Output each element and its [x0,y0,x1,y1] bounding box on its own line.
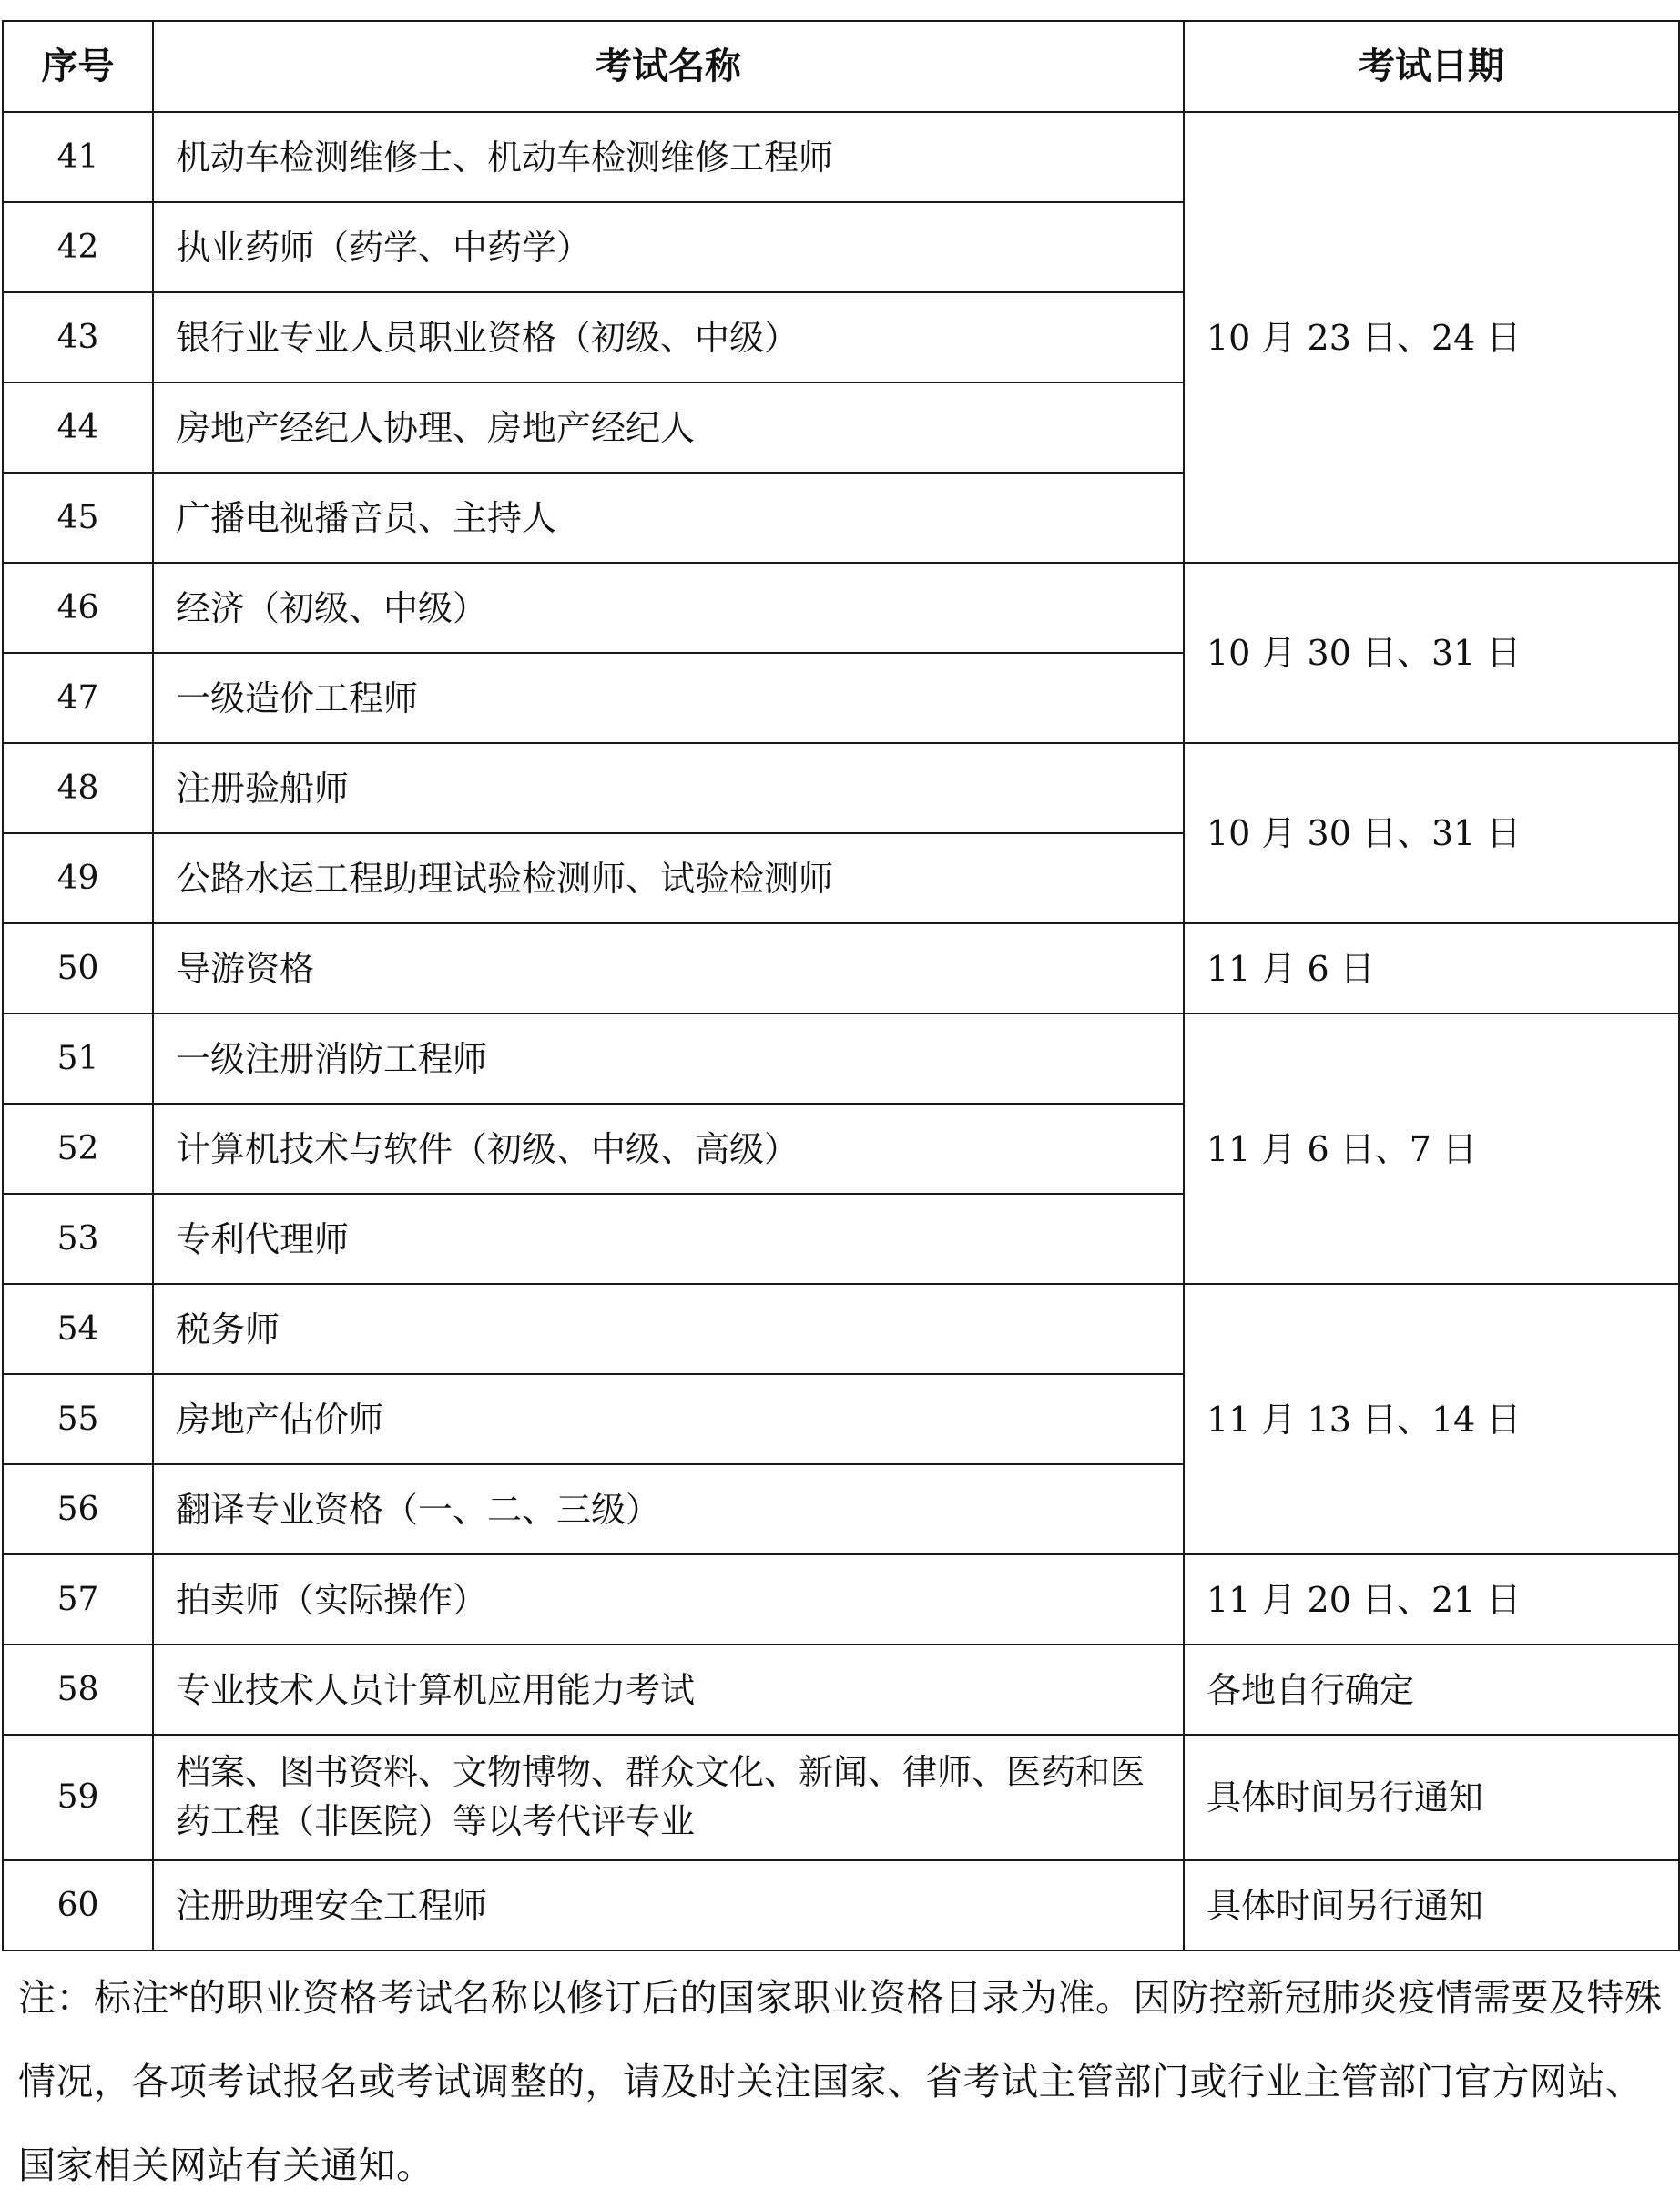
cell-serial-number: 56 [3,1464,153,1554]
cell-exam-name: 经济（初级、中级） [153,563,1184,653]
cell-exam-name: 公路水运工程助理试验检测师、试验检测师 [153,833,1184,923]
table-row [3,112,1679,202]
table-body [3,112,1679,1950]
cell-exam-name: 注册验船师 [153,743,1184,833]
cell-serial-number: 45 [3,473,153,563]
table-row [3,563,1679,653]
table-row [3,743,1679,833]
cell-serial-number: 52 [3,1104,153,1194]
cell-serial-number: 42 [3,202,153,292]
cell-exam-name: 机动车检测维修士、机动车检测维修工程师 [153,112,1184,202]
footnote: 注：标注*的职业资格考试名称以修订后的国家职业资格目录为准。因防控新冠肺炎疫情需要及特殊情况，各项考试报名或考试调整的，请及时关注国家、省考试主管部门或行业主管部门官方网站、国家相关网站有关通知。 [18,1976,1663,2187]
cell-serial-number: 44 [3,382,153,473]
cell-exam-date: 11 月 13 日、14 日 [1184,1284,1679,1554]
cell-serial-number: 50 [3,923,153,1013]
cell-exam-date: 11 月 6 日、7 日 [1184,1013,1679,1284]
cell-serial-number: 53 [3,1194,153,1284]
table-row [3,1860,1679,1950]
table-row [3,1554,1679,1645]
cell-exam-name: 专业技术人员计算机应用能力考试 [153,1645,1184,1735]
cell-serial-number: 46 [3,563,153,653]
cell-serial-number: 43 [3,292,153,382]
cell-exam-date: 具体时间另行通知 [1184,1860,1679,1950]
cell-exam-name: 执业药师（药学、中药学） [153,202,1184,292]
cell-exam-name: 导游资格 [153,923,1184,1013]
cell-exam-name: 档案、图书资料、文物博物、群众文化、新闻、律师、医药和医药工程（非医院）等以考代评专业 [153,1735,1184,1860]
cell-serial-number: 54 [3,1284,153,1374]
table-row [3,1645,1679,1735]
cell-exam-name: 计算机技术与软件（初级、中级、高级） [153,1104,1184,1194]
cell-serial-number: 59 [3,1735,153,1860]
cell-serial-number: 47 [3,653,153,743]
cell-serial-number: 48 [3,743,153,833]
cell-serial-number: 51 [3,1013,153,1104]
cell-exam-date: 10 月 30 日、31 日 [1184,563,1679,743]
cell-exam-date: 11 月 20 日、21 日 [1184,1554,1679,1645]
cell-exam-date: 11 月 6 日 [1184,923,1679,1013]
cell-exam-date: 各地自行确定 [1184,1645,1679,1735]
header-serial-number: 序号 [3,21,153,112]
table-row [3,1013,1679,1104]
cell-exam-name: 一级注册消防工程师 [153,1013,1184,1104]
cell-serial-number: 60 [3,1860,153,1950]
header-exam-date: 考试日期 [1184,21,1679,112]
cell-exam-name: 注册助理安全工程师 [153,1860,1184,1950]
cell-serial-number: 41 [3,112,153,202]
cell-serial-number: 55 [3,1374,153,1464]
exam-schedule-table [2,20,1680,1951]
cell-serial-number: 58 [3,1645,153,1735]
cell-exam-name: 拍卖师（实际操作） [153,1554,1184,1645]
cell-serial-number: 57 [3,1554,153,1645]
cell-exam-name: 房地产估价师 [153,1374,1184,1464]
cell-exam-name: 专利代理师 [153,1194,1184,1284]
cell-serial-number: 49 [3,833,153,923]
table-row [3,923,1679,1013]
table-row [3,1735,1679,1860]
cell-exam-name: 一级造价工程师 [153,653,1184,743]
cell-exam-date: 10 月 30 日、31 日 [1184,743,1679,923]
cell-exam-name: 税务师 [153,1284,1184,1374]
cell-exam-name: 银行业专业人员职业资格（初级、中级） [153,292,1184,382]
cell-exam-date: 10 月 23 日、24 日 [1184,112,1679,563]
cell-exam-name: 房地产经纪人协理、房地产经纪人 [153,382,1184,473]
header-exam-name: 考试名称 [153,21,1184,112]
cell-exam-date: 具体时间另行通知 [1184,1735,1679,1860]
cell-exam-name: 广播电视播音员、主持人 [153,473,1184,563]
table-header-row [3,21,1679,112]
table-row [3,1284,1679,1374]
cell-exam-name: 翻译专业资格（一、二、三级） [153,1464,1184,1554]
